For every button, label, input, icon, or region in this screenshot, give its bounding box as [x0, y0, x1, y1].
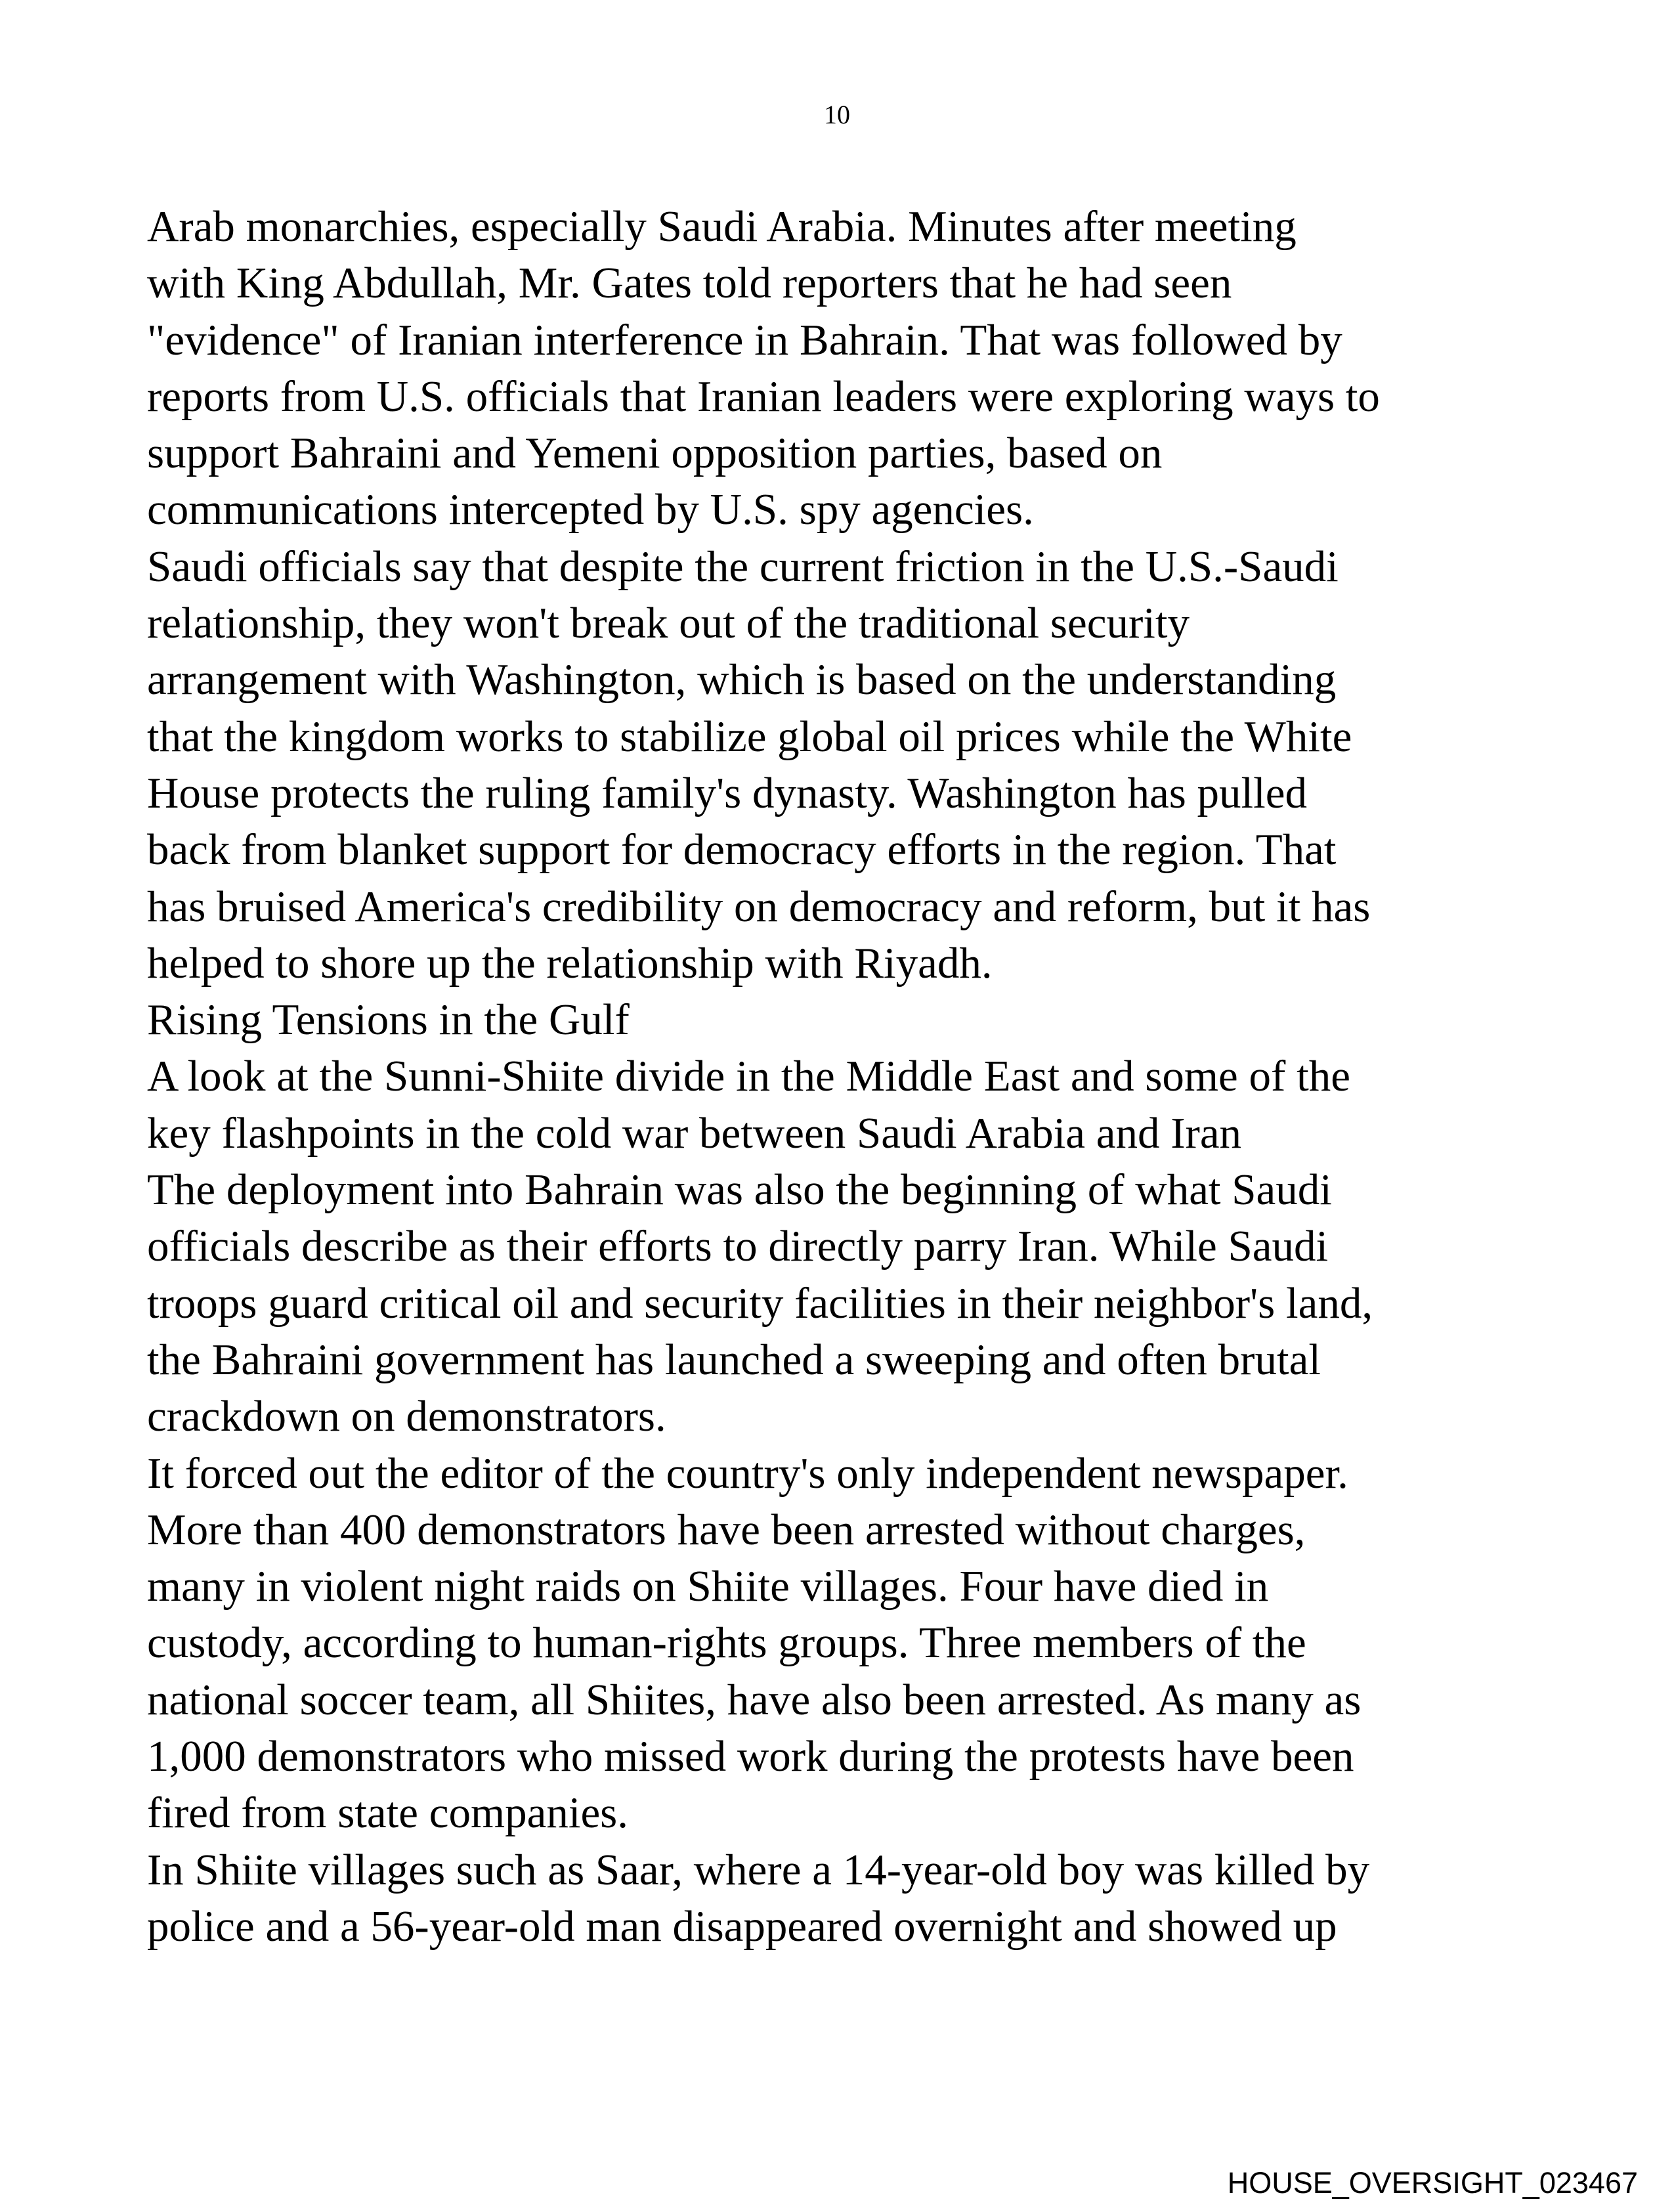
text-line: relationship, they won't break out of the traditional security [147, 599, 1190, 648]
text-line: back from blanket support for democracy efforts in the region. That [147, 825, 1337, 875]
text-line: 1,000 demonstrators who missed work during the protests have been [147, 1732, 1354, 1781]
text-line: the Bahraini government has launched a sweeping and often brutal [147, 1335, 1321, 1384]
text-line: custody, according to human-rights groups. Three members of the [147, 1618, 1306, 1668]
text-line: The deployment into Bahrain was also the beginning of what Saudi [147, 1165, 1332, 1215]
text-line: Saudi officials say that despite the current friction in the U.S.-Saudi [147, 542, 1339, 591]
text-line: crackdown on demonstrators. [147, 1392, 666, 1441]
text-line: reports from U.S. officials that Iranian leaders were exploring ways to [147, 372, 1380, 421]
text-line: House protects the ruling family's dynasty. Washington has pulled [147, 768, 1308, 817]
text-line: troops guard critical oil and security facilities in their neighbor's land, [147, 1278, 1373, 1328]
text-line: police and a 56-year-old man disappeared overnight and showed up [147, 1901, 1337, 1951]
text-line: In Shiite villages such as Saar, where a 14-year-old boy was killed by [147, 1845, 1370, 1894]
text-line: More than 400 demonstrators have been arrested without charges, [147, 1505, 1306, 1554]
text-line: officials describe as their efforts to directly parry Iran. While Saudi [147, 1222, 1329, 1271]
caption-line: A look at the Sunni-Shiite divide in the Middle East and some of the [147, 1052, 1350, 1101]
text-line: Arab monarchies, especially Saudi Arabia. Minutes after meeting [147, 202, 1297, 251]
text-line: many in violent night raids on Shiite villages. Four have died in [147, 1562, 1269, 1611]
text-line: communications intercepted by U.S. spy agencies. [147, 485, 1034, 534]
section-heading: Rising Tensions in the Gulf [147, 995, 630, 1045]
text-line: It forced out the editor of the country's only independent newspaper. [147, 1448, 1348, 1498]
text-line: national soccer team, all Shiites, have also been arrested. As many as [147, 1675, 1362, 1724]
text-line: fired from state companies. [147, 1789, 629, 1838]
text-line: arrangement with Washington, which is based on the understanding [147, 655, 1337, 705]
text-line: support Bahraini and Yemeni opposition parties, based on [147, 429, 1163, 478]
page-number: 10 [824, 100, 850, 129]
text-line: "evidence" of Iranian interference in Bahrain. That was followed by [147, 315, 1342, 364]
caption-line: key flashpoints in the cold war between Saudi Arabia and Iran [147, 1108, 1242, 1158]
bates-number: HOUSE_OVERSIGHT_023467 [1227, 2166, 1638, 2200]
text-line: helped to shore up the relationship with Riyadh. [147, 938, 993, 987]
text-line: has bruised America's credibility on democracy and reform, but it has [147, 882, 1371, 931]
text-line: that the kingdom works to stabilize global oil prices while the White [147, 712, 1352, 761]
document-body [147, 198, 1565, 1955]
text-line: with King Abdullah, Mr. Gates told reporters that he had seen [147, 259, 1232, 308]
